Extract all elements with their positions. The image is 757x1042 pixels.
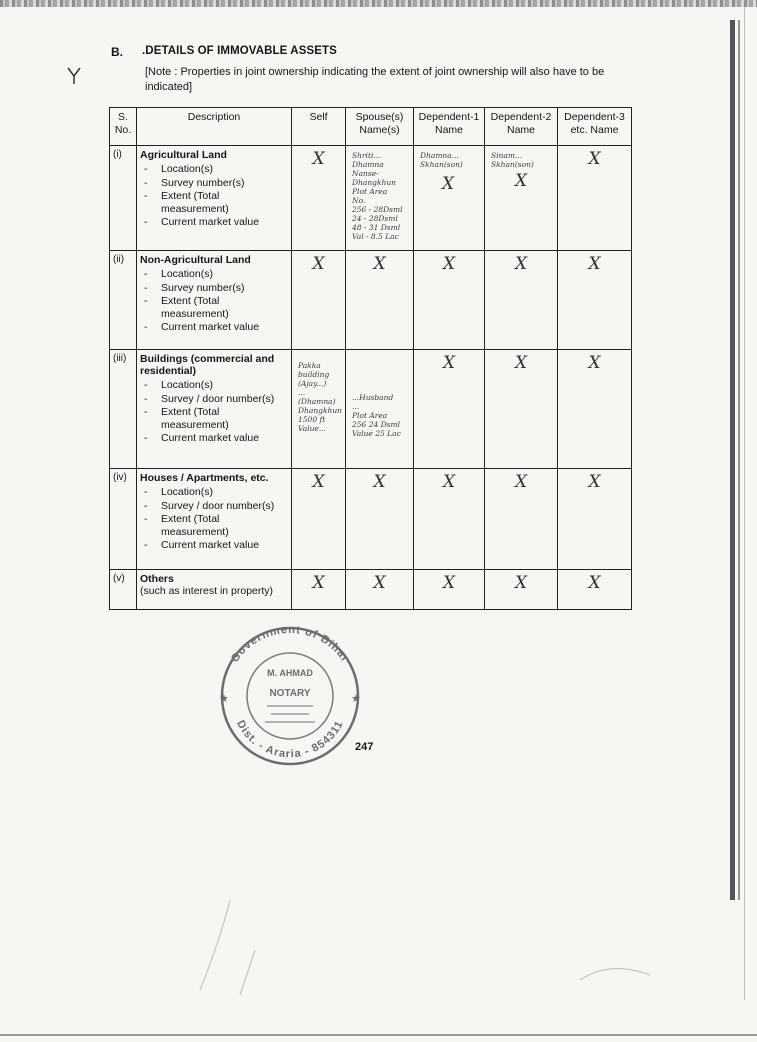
- dependent-1-handwritten-note: Dhamna... Skhan(son): [420, 151, 463, 169]
- row-number: (v): [110, 570, 137, 610]
- row-category: Non-Agricultural Land: [140, 254, 251, 266]
- margin-mark-icon: [60, 60, 90, 90]
- list-item: - Survey number(s): [140, 177, 288, 190]
- row-description: [137, 350, 292, 469]
- header-spouse: Spouse(s) Name(s): [346, 108, 414, 146]
- scan-edge-shadow-2: [738, 20, 740, 900]
- spouse-handwritten-note: Shriti... Dhamna Nanse- Dhangkhun Plot Area No. 256 - 28Dsml 24 - 28Dsml 48 - 31 Dsml Val - 8.5 Lac: [352, 151, 403, 241]
- list-item: - Current market value: [140, 539, 288, 552]
- scan-edge-shadow: [730, 20, 735, 900]
- stamp-star-left-icon: ★: [219, 692, 229, 705]
- table-row: [110, 251, 632, 350]
- list-item: - Location(s): [140, 163, 288, 176]
- dependent-2-mark: X: [485, 350, 558, 469]
- scan-smudge: [180, 880, 700, 1000]
- list-item: - Survey number(s): [140, 282, 288, 295]
- stamp-top-text: Government of Bihar: [228, 624, 352, 665]
- stamp-bottom-text: Dist. - Araria - 854311: [234, 718, 346, 761]
- dependent-1-mark: X: [414, 251, 485, 350]
- stamp-name: M. AHMAD: [267, 668, 313, 678]
- stamp-star-right-icon: ★: [351, 692, 361, 705]
- spouse-mark: X: [346, 570, 414, 610]
- dependent-2-mark: X: [485, 469, 558, 570]
- dependent-2-mark: X: [485, 251, 558, 350]
- svg-text:Government of Bihar: [229, 624, 351, 665]
- list-item: - Current market value: [140, 216, 288, 229]
- dependent-1-mark: X: [414, 469, 485, 570]
- self-mark: X: [292, 146, 346, 251]
- dependent-3-mark: X: [558, 251, 632, 350]
- row-number: (i): [110, 146, 137, 251]
- table-row: [110, 469, 632, 570]
- self-mark: X: [292, 469, 346, 570]
- row-description: [137, 570, 292, 610]
- table-header-row: [110, 108, 632, 146]
- list-item: - Extent (Total measurement): [140, 513, 288, 538]
- self-mark: X: [292, 570, 346, 610]
- header-description: Description: [137, 108, 292, 146]
- stamp-center-text: NOTARY: [269, 688, 311, 699]
- header-dependent-1: Dependent-1 Name: [414, 108, 485, 146]
- self-handwritten-note: Pakka building (Ajay...) ... (Dhamna) Dhangkhun 1500 ft Value...: [298, 361, 342, 433]
- dependent-1-mark: X: [414, 570, 485, 610]
- table-row: [110, 350, 632, 469]
- section-number: B.: [111, 45, 123, 59]
- row-description: [137, 251, 292, 350]
- dependent-1-mark: X: [414, 350, 485, 469]
- section-title: .DETAILS OF IMMOVABLE ASSETS: [142, 45, 337, 57]
- row-category: Agricultural Land: [140, 149, 227, 161]
- row-number: (iv): [110, 469, 137, 570]
- row-description: [137, 469, 292, 570]
- table-row: [110, 146, 632, 251]
- list-item: - Location(s): [140, 268, 288, 281]
- spouse-handwritten-cell: [346, 350, 414, 469]
- list-item: - Current market value: [140, 432, 288, 445]
- section-note: [Note : Properties in joint ownership indicating the extent of joint ownership will also have to be indicated]: [145, 66, 605, 93]
- spouse-mark: X: [346, 469, 414, 570]
- scan-top-noise: [0, 0, 757, 7]
- list-item: - Current market value: [140, 321, 288, 334]
- row-category: Others: [140, 573, 174, 585]
- page-number: 247: [355, 741, 374, 753]
- self-handwritten-cell: [292, 350, 346, 469]
- dependent-2-mark: X: [515, 171, 528, 191]
- spouse-mark: X: [346, 251, 414, 350]
- header-self: Self: [292, 108, 346, 146]
- list-item: - Location(s): [140, 379, 288, 392]
- row-number: (ii): [110, 251, 137, 350]
- dependent-3-mark: X: [558, 570, 632, 610]
- notary-stamp: [205, 624, 375, 769]
- dependent-3-mark: X: [558, 469, 632, 570]
- self-mark: X: [292, 251, 346, 350]
- scan-bottom-line: [0, 1034, 757, 1036]
- dependent-2-cell: [485, 146, 558, 251]
- header-dependent-2: Dependent-2 Name: [485, 108, 558, 146]
- row-category: Houses / Apartments, etc.: [140, 472, 269, 484]
- list-item: - Survey / door number(s): [140, 500, 288, 513]
- row-description: [137, 146, 292, 251]
- row-category: Buildings (commercial and residential): [140, 353, 275, 377]
- list-item: - Extent (Total measurement): [140, 406, 288, 431]
- list-item: - Location(s): [140, 486, 288, 499]
- list-item: - Extent (Total measurement): [140, 190, 288, 215]
- table-row: [110, 570, 632, 610]
- dependent-3-mark: X: [558, 350, 632, 469]
- dependent-2-handwritten-note: Sinam... Skhan(son): [491, 151, 534, 169]
- immovable-assets-table: [109, 107, 632, 610]
- scan-edge-line: [744, 0, 745, 1000]
- list-item: - Extent (Total measurement): [140, 295, 288, 320]
- spouse-handwritten-cell: [346, 146, 414, 251]
- dependent-2-mark: X: [485, 570, 558, 610]
- list-item: - Survey / door number(s): [140, 393, 288, 406]
- dependent-3-mark: X: [558, 146, 632, 251]
- row-subtitle: (such as interest in property): [140, 585, 274, 597]
- header-sno: S. No.: [110, 108, 137, 146]
- spouse-handwritten-note: ...Husband ... Plot Area 256 24 Dsml Value 25 Lac: [352, 393, 401, 438]
- row-number: (iii): [110, 350, 137, 469]
- dependent-1-mark: X: [442, 174, 455, 194]
- header-dependent-3: Dependent-3 etc. Name: [558, 108, 632, 146]
- dependent-1-cell: [414, 146, 485, 251]
